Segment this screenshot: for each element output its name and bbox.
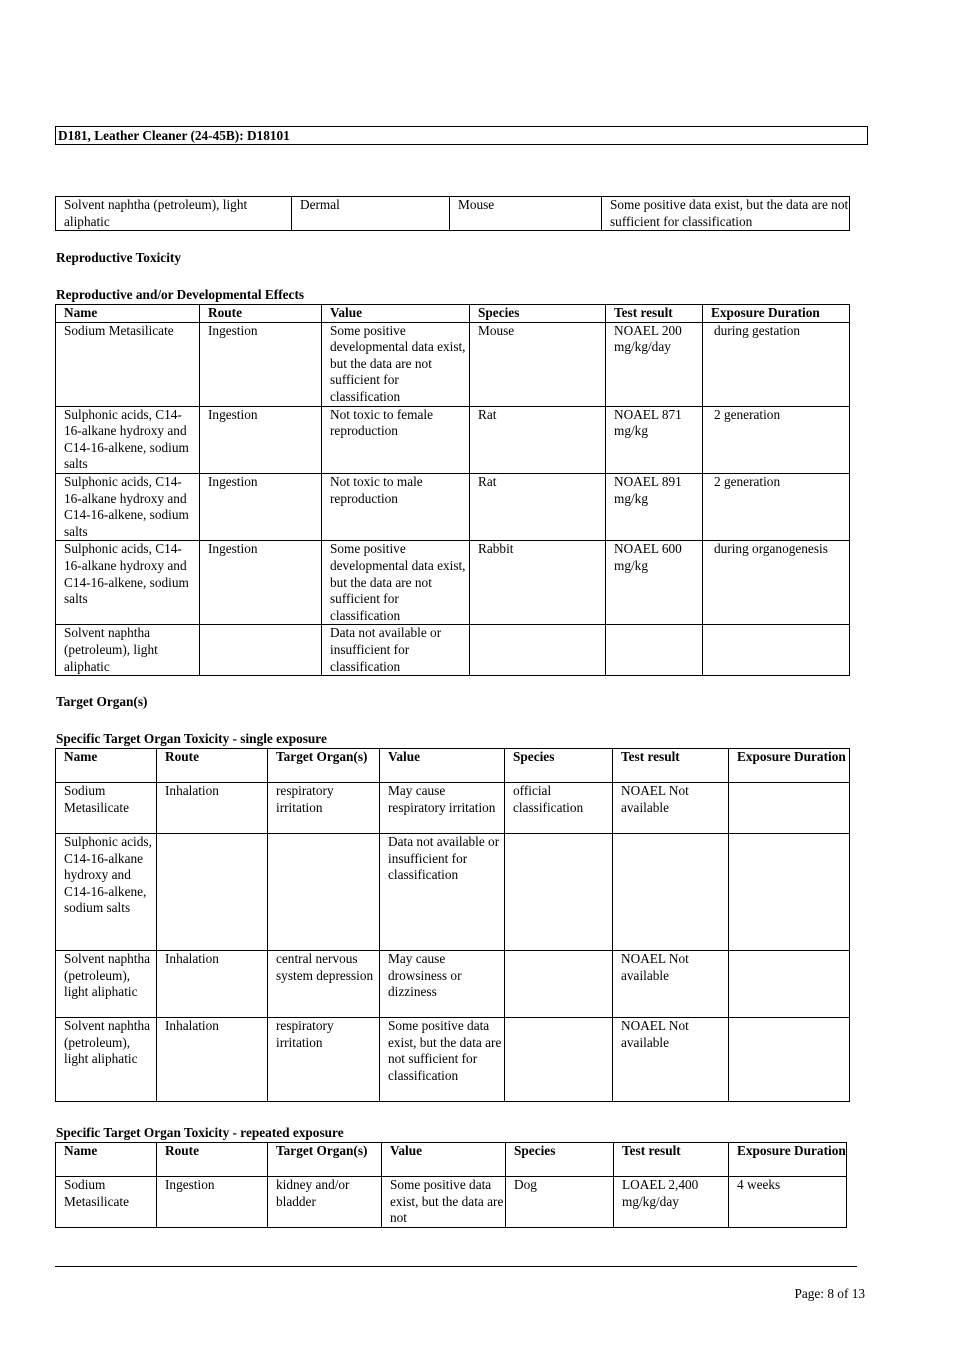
table-cell: Data not available or insufficient for classification — [380, 834, 505, 951]
column-header: Species — [470, 305, 606, 323]
table-cell: Sulphonic acids, C14-16-alkane hydroxy and C14-16-alkene, sodium salts — [56, 473, 200, 540]
table-cell: NOAEL 891 mg/kg — [606, 473, 703, 540]
page-number: Page: 8 of 13 — [794, 1286, 865, 1301]
table-cell — [200, 625, 322, 676]
table-row — [56, 834, 850, 951]
table-row — [56, 1177, 847, 1228]
table-cell: Some positive data exist, but the data are not — [382, 1177, 506, 1228]
table-cell: Dog — [506, 1177, 614, 1228]
table-header-row — [56, 749, 850, 783]
table-cell: LOAEL 2,400 mg/kg/day — [614, 1177, 729, 1228]
table-cell: Ingestion — [200, 322, 322, 406]
column-header: Value — [380, 749, 505, 783]
table-cell: Sodium Metasilicate — [56, 783, 157, 834]
table-cell: Some positive developmental data exist, but the data are not sufficient for classification — [322, 322, 470, 406]
table-cell: NOAEL 600 mg/kg — [606, 541, 703, 625]
table-cell: Mouse — [470, 322, 606, 406]
table-cell — [729, 783, 850, 834]
table-cell — [729, 1018, 850, 1102]
table-cell — [470, 625, 606, 676]
table-cell: Sodium Metasilicate — [56, 322, 200, 406]
table-cell — [613, 834, 729, 951]
column-header: Route — [157, 1143, 268, 1177]
table-cell: 4 weeks — [729, 1177, 847, 1228]
stot-single-table — [55, 748, 850, 1102]
table-cell — [268, 834, 380, 951]
table-cell: Dermal — [292, 197, 450, 231]
column-header: Route — [157, 749, 268, 783]
table-row — [56, 951, 850, 1018]
table-cell: NOAEL Not available — [613, 1018, 729, 1102]
table-cell: 2 generation — [703, 473, 850, 540]
document-header: D181, Leather Cleaner (24-45B): D18101 — [55, 126, 868, 145]
table-cell: Data not available or insufficient for classification — [322, 625, 470, 676]
stot-repeated-table — [55, 1142, 847, 1228]
table-cell: Solvent naphtha (petroleum), light aliphatic — [56, 625, 200, 676]
table-row — [56, 783, 850, 834]
table-cell: Mouse — [450, 197, 602, 231]
column-header: Value — [382, 1143, 506, 1177]
section-reproductive-toxicity: Reproductive Toxicity — [56, 250, 181, 265]
table-cell — [505, 951, 613, 1018]
table-cell: Ingestion — [200, 406, 322, 473]
table-cell: official classification — [505, 783, 613, 834]
table-cell: NOAEL Not available — [613, 951, 729, 1018]
column-header: Name — [56, 1143, 157, 1177]
column-header: Exposure Duration — [729, 1143, 847, 1177]
table-cell: respiratory irritation — [268, 783, 380, 834]
column-header: Route — [200, 305, 322, 323]
column-header: Species — [506, 1143, 614, 1177]
table-row — [56, 541, 850, 625]
table-cell: Ingestion — [200, 541, 322, 625]
table-cell: Not toxic to female reproduction — [322, 406, 470, 473]
table-cell: Sodium Metasilicate — [56, 1177, 157, 1228]
table-cell: Inhalation — [157, 951, 268, 1018]
column-header: Exposure Duration — [729, 749, 850, 783]
table-cell: Inhalation — [157, 1018, 268, 1102]
table-row — [56, 625, 850, 676]
table-cell: Rabbit — [470, 541, 606, 625]
table-row — [56, 197, 850, 231]
section-repro-dev-effects: Reproductive and/or Developmental Effects — [56, 287, 305, 302]
column-header: Species — [505, 749, 613, 783]
table-cell: May cause drowsiness or dizziness — [380, 951, 505, 1018]
table-cell: during gestation — [703, 322, 850, 406]
table-cell: NOAEL 200 mg/kg/day — [606, 322, 703, 406]
column-header: Test result — [613, 749, 729, 783]
column-header: Exposure Duration — [703, 305, 850, 323]
table-cell — [729, 834, 850, 951]
table-cell: NOAEL Not available — [613, 783, 729, 834]
column-header: Name — [56, 305, 200, 323]
table-cell: May cause respiratory irritation — [380, 783, 505, 834]
section-stot-repeated: Specific Target Organ Toxicity - repeated exposure — [56, 1125, 344, 1140]
column-header: Target Organ(s) — [268, 1143, 382, 1177]
table-cell: Rat — [470, 406, 606, 473]
table-row — [56, 406, 850, 473]
table-cell: Sulphonic acids, C14-16-alkane hydroxy and C14-16-alkene, sodium salts — [56, 541, 200, 625]
table-cell: Some positive data exist, but the data are not sufficient for classification — [380, 1018, 505, 1102]
table-cell: Rat — [470, 473, 606, 540]
column-header: Name — [56, 749, 157, 783]
footer-divider — [55, 1266, 857, 1267]
table-cell: during organogenesis — [703, 541, 850, 625]
table-row — [56, 473, 850, 540]
column-header: Target Organ(s) — [268, 749, 380, 783]
table-cell: 2 generation — [703, 406, 850, 473]
table-cell — [729, 951, 850, 1018]
table-header-row — [56, 305, 850, 323]
table-cell: Inhalation — [157, 783, 268, 834]
table-cell: NOAEL 871 mg/kg — [606, 406, 703, 473]
table-cell — [505, 1018, 613, 1102]
table-row — [56, 1018, 850, 1102]
table-cell — [606, 625, 703, 676]
table-cell: central nervous system depression — [268, 951, 380, 1018]
table-cell: Solvent naphtha (petroleum), light aliphatic — [56, 1018, 157, 1102]
table-cell — [157, 834, 268, 951]
repro-table — [55, 304, 850, 676]
table-cell — [703, 625, 850, 676]
table-cell: Ingestion — [200, 473, 322, 540]
table-cell — [505, 834, 613, 951]
table-cell: Solvent naphtha (petroleum), light aliphatic — [56, 197, 292, 231]
table-cell: respiratory irritation — [268, 1018, 380, 1102]
column-header: Value — [322, 305, 470, 323]
table-cell: Not toxic to male reproduction — [322, 473, 470, 540]
table-header-row — [56, 1143, 847, 1177]
table-cell: Sulphonic acids, C14-16-alkane hydroxy and C14-16-alkene, sodium salts — [56, 406, 200, 473]
section-target-organs: Target Organ(s) — [56, 694, 148, 709]
section-stot-single: Specific Target Organ Toxicity - single exposure — [56, 731, 327, 746]
table-cell: kidney and/or bladder — [268, 1177, 382, 1228]
table-cell: Sulphonic acids, C14-16-alkane hydroxy and C14-16-alkene, sodium salts — [56, 834, 157, 951]
table-cell: Some positive data exist, but the data are not sufficient for classification — [602, 197, 850, 231]
column-header: Test result — [606, 305, 703, 323]
table-cell: Some positive developmental data exist, but the data are not sufficient for classification — [322, 541, 470, 625]
table-cell: Ingestion — [157, 1177, 268, 1228]
table-cell: Solvent naphtha (petroleum), light aliphatic — [56, 951, 157, 1018]
table-row — [56, 322, 850, 406]
carry-over-table — [55, 196, 850, 231]
column-header: Test result — [614, 1143, 729, 1177]
